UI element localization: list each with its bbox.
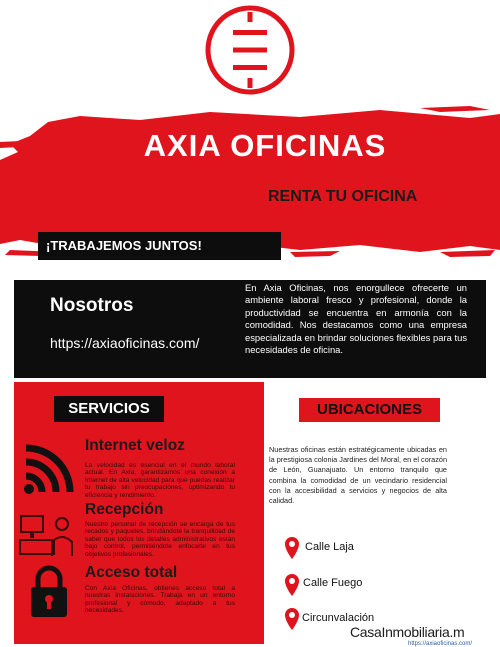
brand-tagline: RENTA TU OFICINA: [268, 188, 418, 205]
about-url-link[interactable]: https://axiaoficinas.com/: [50, 335, 200, 351]
brand-title: AXIA OFICINAS: [143, 128, 387, 163]
lock-icon: [28, 564, 70, 620]
map-pin-icon: [284, 607, 300, 631]
services-title: SERVICIOS: [54, 396, 164, 422]
about-title: Nosotros: [50, 295, 134, 316]
service-access-text: Con Axia Oficinas, obtienes acceso total a nuestras instalaciones. Trabaja en un entorno profesional y cómodo, adaptado a tus necesidades.: [85, 585, 235, 615]
watermark-url-link[interactable]: https://axiaoficinas.com/: [408, 641, 473, 647]
locations-title: UBICACIONES: [299, 398, 440, 422]
reception-icon: [18, 512, 76, 560]
service-internet-text: La velocidad es esencial en el mundo laboral actual. En Axia, garantizamos una conexión a Internet de alta velocidad para que puedas realizar tu trabajo sin preocupaciones, optimizando tu eficiencia y rendimiento.: [85, 462, 235, 499]
watermark-text: CasaInmobiliaria.m: [350, 624, 465, 640]
locations-text: Nuestras oficinas están estratégicamente ubicadas en la prestigiosa colonia Jardines del Moral, en el corazón de León, Guanajuato. Un entorno tranquilo que combina la comodidad de un vecindario residencial con la accesibilidad a servicios y negocios de alta calidad.: [269, 445, 447, 506]
service-internet-title: Internet veloz: [85, 437, 185, 454]
service-access-title: Acceso total: [85, 564, 178, 581]
service-reception-text: Nuestro personal de recepción se encarga de tus recados y paquetes, brindándote la tranquilidad de saber que todos los detalles administrativos están bajo control, permitiéndote enfocarte en tus objetivos profesionales.: [85, 521, 235, 558]
location-item-laja: Calle Laja: [305, 541, 354, 553]
location-item-fuego: Calle Fuego: [303, 577, 363, 589]
about-body: En Axia Oficinas, nos enorgullece ofrecerte un ambiente laboral fresco y profesional, donde la productividad se encuentra en armonía con la comodidad. Nos destacamos como una empresa especializada en brindar soluciones flexibles para tus necesidades de oficina.: [245, 282, 467, 356]
service-reception-title: Recepción: [85, 501, 164, 518]
axia-logo-icon: [204, 4, 296, 96]
wifi-icon: [22, 442, 76, 496]
location-item-circunvalacion: Circunvalación: [302, 612, 375, 624]
map-pin-icon: [284, 573, 300, 597]
map-pin-icon: [284, 536, 300, 560]
banner-label: ¡TRABAJEMOS JUNTOS!: [38, 232, 281, 260]
